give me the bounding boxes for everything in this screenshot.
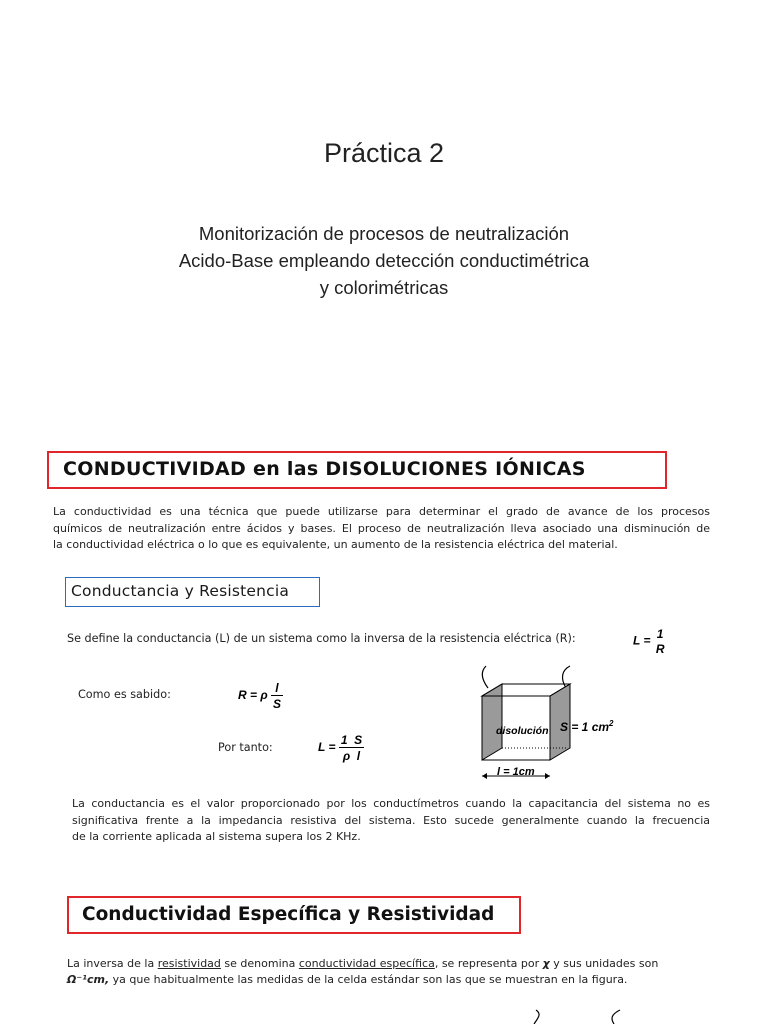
paragraph-line: químicos de neutralización entre ácidos y bases. El proceso de neutralización lleva asociado una disminución de: [53, 521, 710, 535]
formula-lhs: L =: [633, 633, 651, 648]
formula-resistance: [238, 681, 283, 711]
formula-conductance-2: [318, 733, 364, 763]
formula-conductance: [633, 627, 666, 656]
formula-lhs: R = ρ: [238, 688, 268, 703]
diagram-area-text: S = 1 cm: [560, 720, 610, 734]
page-title: Práctica 2: [323, 138, 445, 168]
conductance-paragraph: [72, 796, 710, 846]
paragraph-line: La conductancia es el valor proporcionado por los conductímetros cuando la capacitancia del sistema no es: [72, 797, 710, 810]
text-fragment: ya que habitualmente las medidas de la celda estándar son las que se muestran en la figura.: [109, 973, 628, 986]
section-heading-conductividad: [47, 451, 667, 489]
text-fragment: se denomina: [220, 957, 299, 970]
diagram-area-label: [560, 719, 613, 734]
como-es-sabido-label: Como es sabido:: [78, 688, 171, 701]
text-fragment: y sus unidades son: [549, 957, 659, 970]
diagram-area-exponent: 2: [609, 719, 614, 728]
chi-symbol: χ: [542, 957, 550, 970]
definition-text: Se define la conductancia (L) de un sistema como la inversa de la resistencia eléctrica (R):: [67, 632, 576, 645]
formula-numerator: 1: [656, 627, 664, 641]
section-heading-text: CONDUCTIVIDAD en las DISOLUCIONES IÓNICAS: [63, 458, 586, 480]
section-heading-conductividad-especifica: [67, 896, 521, 934]
subtitle-line-2: Acido-Base empleando detección conductimétrica: [178, 250, 590, 271]
paragraph-line: la conductividad eléctrica o lo que es equivalente, un aumento de la resistencia eléctrica del material.: [53, 538, 618, 551]
term-conductividad-especifica: conductividad específica: [298, 957, 435, 970]
specific-conductivity-line-2: [67, 973, 627, 986]
paragraph-line: de la corriente aplicada al sistema supera los 2 KHz.: [72, 830, 361, 843]
por-tanto-label: Por tanto:: [218, 741, 273, 754]
formula-lhs: L =: [318, 740, 336, 755]
section-heading-text: Conductividad Específica y Resistividad: [82, 904, 495, 925]
subtitle-line-1: Monitorización de procesos de neutralización: [198, 223, 570, 244]
text-fragment: La inversa de la: [67, 957, 158, 970]
formula-numerator: 1 S: [340, 733, 363, 747]
specific-conductivity-line-1: [67, 957, 658, 970]
text-fragment: , se representa por: [434, 957, 543, 970]
term-resistividad: resistividad: [157, 957, 221, 970]
paragraph-line: significativa frente a la impedancia resistiva del sistema. Esto sucede generalmente cuando la frecuencia: [72, 813, 710, 827]
paragraph-line: La conductividad es una técnica que puede utilizarse para determinar el grado de avance de los procesos: [53, 505, 710, 518]
diagram-solution-label: disolución: [496, 725, 549, 737]
subtitle: [0, 220, 768, 301]
next-figure-wires: [520, 1008, 640, 1024]
formula-denominator: R: [655, 642, 665, 656]
formula-denominator: ρ l: [339, 747, 364, 763]
diagram-length-label: l = 1cm: [497, 766, 535, 778]
intro-paragraph: [53, 504, 710, 554]
section-heading-text: Conductancia y Resistencia: [71, 582, 290, 600]
formula-numerator: l: [275, 681, 279, 695]
formula-denominator: S: [272, 697, 281, 711]
section-heading-conductancia: [65, 577, 320, 607]
subtitle-line-3: y colorimétricas: [319, 277, 449, 298]
units-text: Ω⁻¹cm,: [67, 973, 110, 986]
